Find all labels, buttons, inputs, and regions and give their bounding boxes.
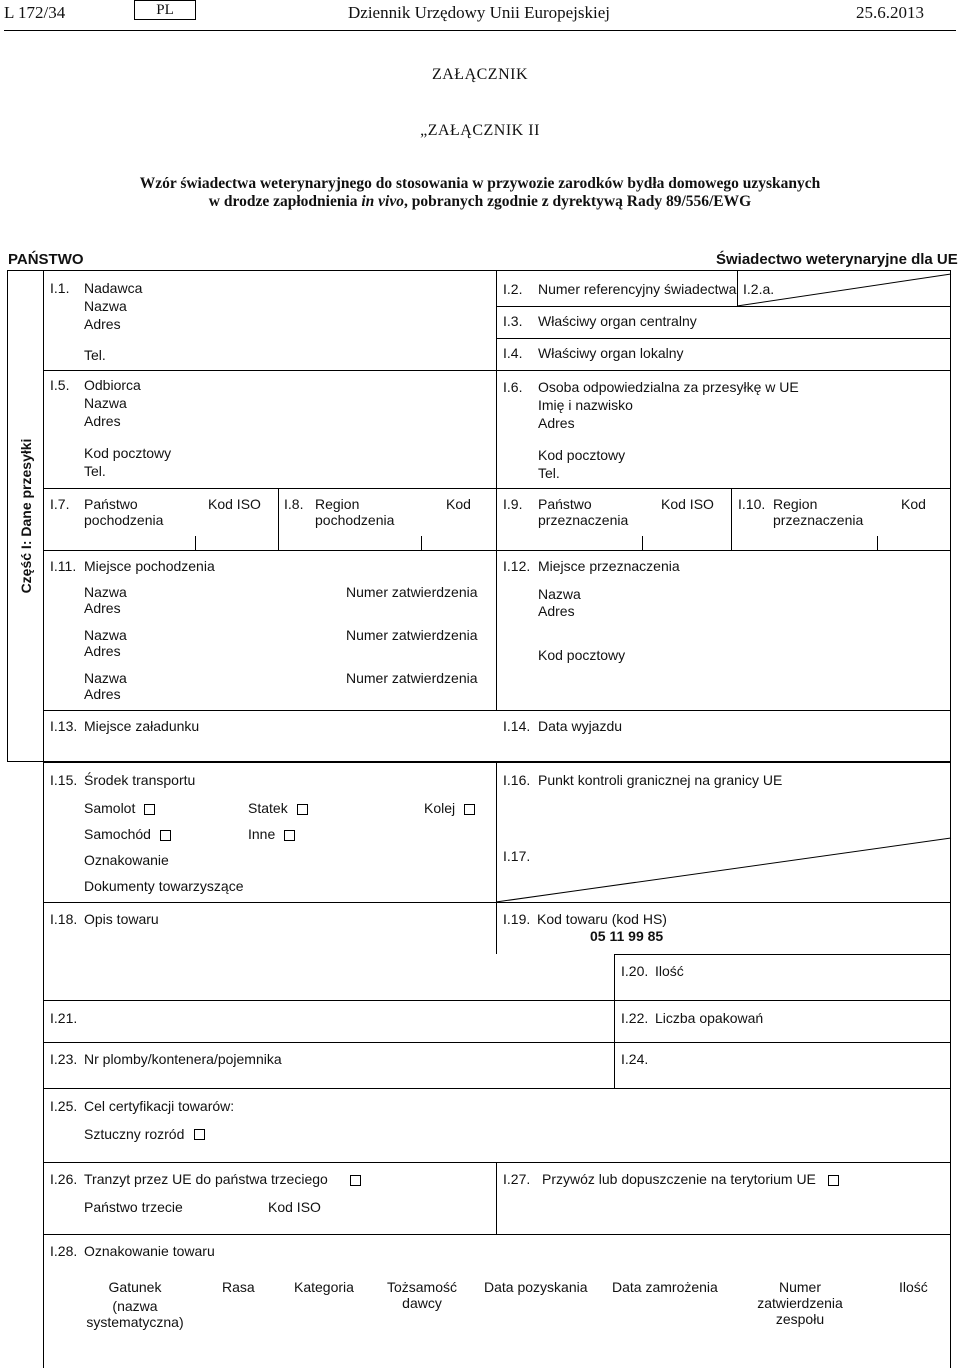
field-number: I.23. (50, 1051, 78, 1067)
col-category: Kategoria (294, 1279, 354, 1295)
origin-region-label-2: pochodzenia (315, 512, 395, 528)
row-divider (496, 338, 951, 339)
consignee-label: Odbiorca (84, 377, 141, 393)
plane-checkbox[interactable] (144, 804, 155, 815)
origin-country-label-2: pochodzenia (84, 512, 164, 528)
field-number: I.12. (503, 558, 531, 574)
transit-label: Tranzyt przez UE do państwa trzeciego (84, 1171, 328, 1187)
loading-place-label: Miejsce załadunku (84, 718, 200, 734)
column-divider (614, 954, 615, 1088)
field-number: I.6. (503, 379, 523, 395)
field-number: I.18. (50, 911, 78, 927)
responsible-person-label: Osoba odpowiedzialna za przesyłkę w UE (538, 379, 799, 395)
rail-label: Kolej (424, 800, 456, 816)
commodity-code-value: 05 11 99 85 (590, 928, 664, 944)
col-team-approval: Numer (778, 1279, 821, 1295)
col-species-3: systematyczna) (86, 1314, 184, 1330)
third-country-iso-label: Kod ISO (268, 1199, 321, 1215)
publication-date: 25.6.2013 (856, 3, 924, 22)
field-number: I.15. (50, 772, 78, 788)
document-title-line1: Wzór świadectwa weterynaryjnego do stosowania w przywozie zarodków bydła domowego uzyskanych (139, 175, 821, 192)
border-post-label: Punkt kontroli granicznej na granicy UE (538, 772, 783, 788)
other-transport-label: Inne (248, 826, 276, 842)
annex-ii-title: „ZAŁĄCZNIK II (420, 122, 540, 139)
destination-country-label: Państwo (538, 496, 592, 512)
field-number: I.11. (50, 558, 77, 574)
field-number: I.4. (503, 345, 523, 361)
destination-region-code-label: Kod (901, 496, 926, 512)
consignee-postcode-label: Kod pocztowy (84, 445, 172, 461)
transit-checkbox[interactable] (350, 1175, 361, 1186)
field-number: I.21. (50, 1010, 78, 1026)
origin-name-label: Nazwa (84, 670, 127, 686)
col-team-approval-3: zespołu (775, 1311, 825, 1327)
consignee-tel-label: Tel. (84, 463, 106, 479)
crossed-out-field (496, 838, 951, 902)
responsible-postcode-label: Kod pocztowy (538, 447, 626, 463)
consignee-name-label: Nazwa (84, 395, 127, 411)
import-checkbox[interactable] (828, 1175, 839, 1186)
field-number: I.1. (50, 280, 70, 296)
column-divider (496, 1162, 497, 1234)
field-number: I.14. (503, 718, 531, 734)
import-label: Przywóz lub dopuszczenie na terytorium UE (542, 1171, 816, 1187)
field-number: I.8. (284, 496, 304, 512)
destination-region-label: Region (773, 496, 818, 512)
field-number: I.17. (503, 848, 531, 864)
origin-iso-label: Kod ISO (208, 496, 261, 512)
origin-approval-label: Numer zatwierdzenia (346, 627, 478, 643)
road-vehicle-checkbox[interactable] (160, 830, 171, 841)
row-divider (614, 954, 951, 955)
road-vehicle-label: Samochód (84, 826, 151, 842)
field-number: I.24. (621, 1051, 649, 1067)
commodity-code-label: Kod towaru (kod HS) (537, 911, 667, 927)
field-divider (731, 488, 732, 550)
row-divider (43, 1162, 951, 1163)
row-divider (43, 370, 951, 371)
place-of-destination-label: Miejsce przeznaczenia (538, 558, 680, 574)
destination-country-label-2: przeznaczenia (538, 512, 629, 528)
page-reference: L 172/34 (4, 3, 66, 22)
field-number: I.5. (50, 377, 70, 393)
col-team-approval-2: zatwierdzenia (757, 1295, 843, 1311)
responsible-name-label: Imię i nazwisko (538, 397, 633, 413)
central-authority-label: Właściwy organ centralny (538, 313, 697, 329)
field-number: I.3. (503, 313, 523, 329)
field-number: I.19. (503, 911, 531, 927)
title-italic-part: in vivo (361, 193, 404, 210)
side-label-divider (43, 270, 44, 762)
third-country-label: Państwo trzecie (84, 1199, 183, 1215)
column-divider (496, 902, 497, 954)
field-divider (278, 488, 279, 550)
row-divider (43, 550, 951, 551)
responsible-tel-label: Tel. (538, 465, 560, 481)
origin-country-label: Państwo (84, 496, 138, 512)
certificate-reference-label: Numer referencyjny świadectwa (538, 281, 737, 297)
certification-purpose-label: Cel certyfikacji towarów: (84, 1098, 235, 1114)
field-number: I.20. (621, 963, 649, 979)
field-number: I.16. (503, 772, 531, 788)
plane-label: Samolot (84, 800, 136, 816)
part-one-side-label: Część I: Dane przesyłki (18, 438, 34, 594)
title-part: w drodze zapłodnienia (208, 193, 362, 210)
col-species-2: (nazwa (112, 1298, 158, 1314)
field-number: I.13. (50, 718, 78, 734)
destination-postcode-label: Kod pocztowy (538, 647, 626, 663)
country-label: PAŃSTWO (8, 251, 84, 268)
row-divider (496, 306, 951, 307)
commodity-description-label: Opis towaru (84, 911, 159, 927)
consignor-tel-label: Tel. (84, 347, 106, 363)
language-badge: PL (134, 0, 196, 20)
field-number: I.7. (50, 496, 70, 512)
consignee-address-label: Adres (84, 413, 121, 429)
field-number: I.22. (621, 1010, 649, 1026)
tick-mark (877, 536, 878, 550)
other-transport-checkbox[interactable] (284, 830, 295, 841)
tick-mark (642, 536, 643, 550)
row-divider (43, 488, 951, 489)
artificial-reproduction-label: Sztuczny rozród (84, 1126, 185, 1142)
title-part: , pobranych zgodnie z dyrektywą Rady 89/556/EWG (404, 193, 752, 210)
rail-checkbox[interactable] (464, 804, 475, 815)
field-number: I.2.a. (743, 281, 775, 297)
departure-date-label: Data wyjazdu (538, 718, 623, 734)
artificial-reproduction-checkbox[interactable] (194, 1129, 205, 1140)
commodity-identification-label: Oznakowanie towaru (84, 1243, 215, 1259)
origin-address-label: Adres (84, 643, 121, 659)
certificate-heading: Świadectwo weterynaryjne dla UE (716, 251, 958, 268)
document-title-line2 (0, 193, 960, 211)
row-divider (43, 1042, 951, 1043)
consignor-address-label: Adres (84, 316, 121, 332)
col-breed: Rasa (222, 1279, 255, 1295)
header-rule (4, 30, 956, 31)
ship-label: Statek (248, 800, 288, 816)
origin-address-label: Adres (84, 686, 121, 702)
field-number: I.28. (50, 1243, 78, 1259)
destination-address-label: Adres (538, 603, 575, 619)
identification-label: Oznakowanie (84, 852, 169, 868)
field-number: I.10. (738, 496, 766, 512)
col-collection-date: Data pozyskania (484, 1279, 588, 1295)
col-freezing-date: Data zamrożenia (612, 1279, 718, 1295)
col-quantity: Ilość (899, 1279, 928, 1295)
row-divider (43, 1000, 951, 1001)
field-number: I.27. (503, 1171, 531, 1187)
origin-region-label: Region (315, 496, 360, 512)
local-authority-label: Właściwy organ lokalny (538, 345, 684, 361)
ship-checkbox[interactable] (297, 804, 308, 815)
responsible-address-label: Adres (538, 415, 575, 431)
origin-name-label: Nazwa (84, 627, 127, 643)
destination-name-label: Nazwa (538, 586, 581, 602)
column-divider (496, 270, 497, 710)
destination-region-label-2: przeznaczenia (773, 512, 864, 528)
row-divider (43, 710, 951, 711)
field-number: I.25. (50, 1098, 78, 1114)
transport-label: Środek transportu (84, 772, 196, 788)
destination-iso-label: Kod ISO (661, 496, 714, 512)
quantity-label: Ilość (655, 963, 684, 979)
documents-label: Dokumenty towarzyszące (84, 878, 244, 894)
row-divider (43, 1234, 951, 1235)
annex-title: ZAŁĄCZNIK (431, 66, 529, 83)
tick-mark (195, 536, 196, 550)
origin-approval-label: Numer zatwierdzenia (346, 670, 478, 686)
place-of-origin-label: Miejsce pochodzenia (84, 558, 215, 574)
col-species: Gatunek (108, 1279, 162, 1295)
consignor-name-label: Nazwa (84, 298, 127, 314)
col-donor: Tożsamość (386, 1279, 458, 1295)
tick-mark (421, 536, 422, 550)
row-divider (43, 1088, 951, 1089)
journal-title: Dziennik Urzędowy Unii Europejskiej (348, 3, 611, 22)
field-number: I.26. (50, 1171, 78, 1187)
consignor-label: Nadawca (84, 280, 143, 296)
origin-address-label: Adres (84, 600, 121, 616)
field-number: I.2. (503, 281, 523, 297)
col-donor-2: dawcy (402, 1295, 442, 1311)
field-number: I.9. (503, 496, 523, 512)
origin-approval-label: Numer zatwierdzenia (346, 584, 478, 600)
seal-number-label: Nr plomby/kontenera/pojemnika (84, 1051, 282, 1067)
origin-name-label: Nazwa (84, 584, 127, 600)
origin-region-code-label: Kod (446, 496, 471, 512)
packages-count-label: Liczba opakowań (655, 1010, 764, 1026)
